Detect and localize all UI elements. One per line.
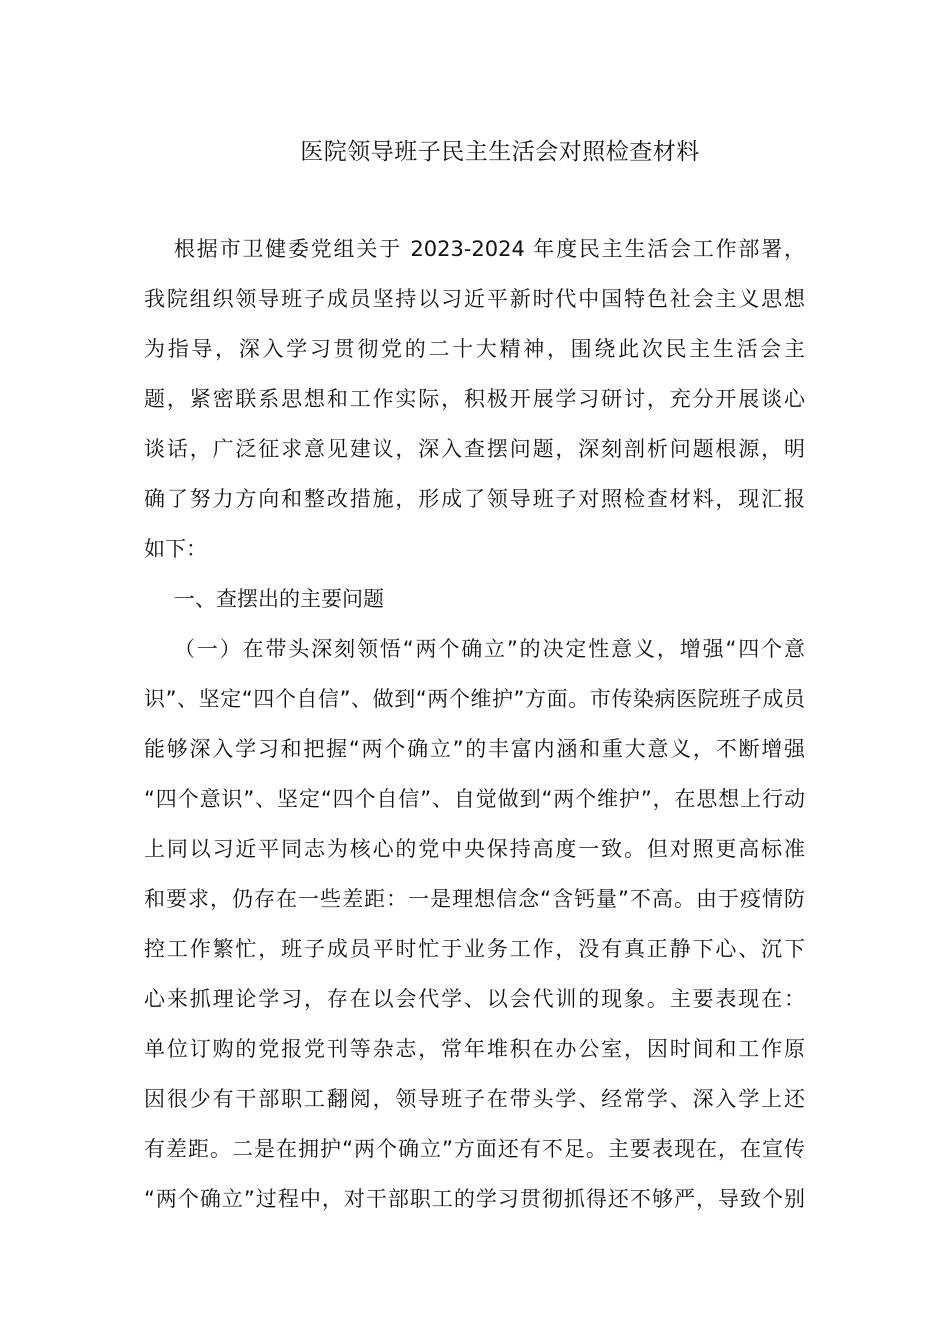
- paragraph-line: 如下：: [144, 537, 207, 561]
- document-title: 医院领导班子民主生活会对照检查材料: [300, 139, 700, 165]
- paragraph-line: 题，紧密联系思想和工作实际，积极开展学习研讨，充分开展谈心: [144, 387, 805, 411]
- paragraph-line: “两个确立”过程中，对干部职工的学习贯彻抓得还不够严，导致个别: [144, 1187, 805, 1211]
- paragraph-line: （一）在带头深刻领悟“两个确立”的决定性意义，增强“四个意: [174, 637, 805, 661]
- paragraph-line: 有差距。二是在拥护“两个确立”方面还有不足。主要表现在，在宣传: [144, 1137, 805, 1161]
- section-heading: 一、查摆出的主要问题: [174, 587, 384, 611]
- paragraph-line: 根据市卫健委党组关于 2023-2024 年度民主生活会工作部署，: [174, 237, 805, 261]
- paragraph-line: 控工作繁忙，班子成员平时忙于业务工作，没有真正静下心、沉下: [144, 937, 805, 961]
- paragraph-line: 因很少有干部职工翻阅，领导班子在带头学、经常学、深入学上还: [144, 1087, 805, 1111]
- paragraph-line: 和要求，仍存在一些差距：一是理想信念“含钙量”不高。由于疫情防: [144, 887, 805, 911]
- paragraph-line: 上同以习近平同志为核心的党中央保持高度一致。但对照更高标准: [144, 837, 805, 861]
- paragraph-line: “四个意识”、坚定“四个自信”、自觉做到“两个维护”，在思想上行动: [144, 787, 805, 811]
- paragraph-line: 谈话，广泛征求意见建议，深入查摆问题，深刻剖析问题根源，明: [144, 437, 805, 461]
- paragraph-line: 我院组织领导班子成员坚持以习近平新时代中国特色社会主义思想: [144, 287, 805, 311]
- paragraph-line: 能够深入学习和把握“两个确立”的丰富内涵和重大意义，不断增强: [144, 737, 805, 761]
- paragraph-line: 为指导，深入学习贯彻党的二十大精神，围绕此次民主生活会主: [144, 337, 805, 361]
- paragraph-line: 单位订购的党报党刊等杂志，常年堆积在办公室，因时间和工作原: [144, 1037, 805, 1061]
- paragraph-line: 识”、坚定“四个自信”、做到“两个维护”方面。市传染病医院班子成员: [144, 687, 805, 711]
- paragraph-line: 心来抓理论学习，存在以会代学、以会代训的现象。主要表现在：: [144, 987, 805, 1011]
- paragraph-line: 确了努力方向和整改措施，形成了领导班子对照检查材料，现汇报: [144, 487, 805, 511]
